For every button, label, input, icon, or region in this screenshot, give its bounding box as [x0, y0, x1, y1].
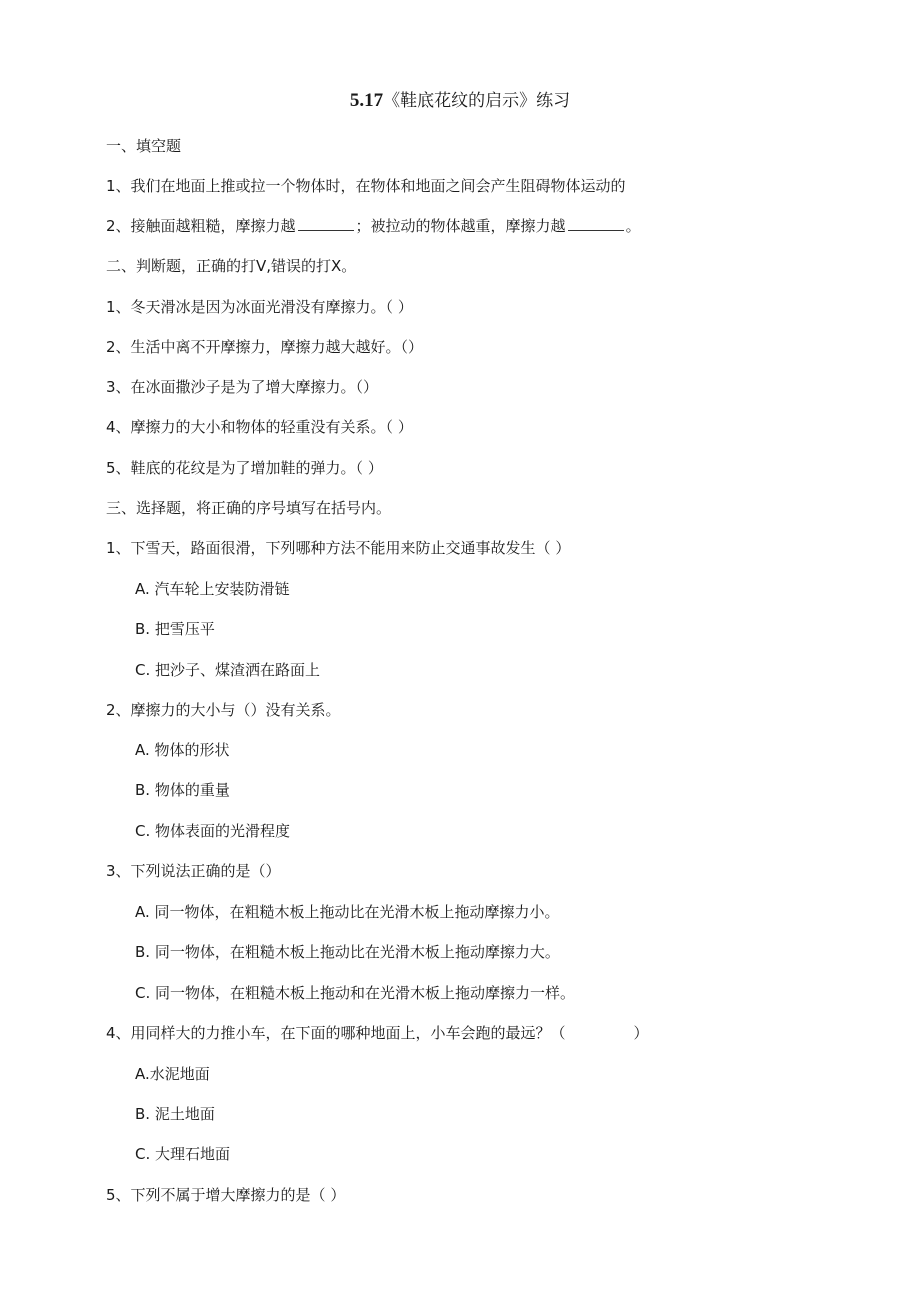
option: C. 物体表面的光滑程度 — [135, 822, 291, 840]
title-number: 5.17 — [349, 90, 384, 111]
question-text — [106, 1023, 649, 1043]
title-text: 《鞋底花纹的启示》练习 — [383, 91, 571, 111]
option: B. 泥土地面 — [135, 1105, 215, 1123]
option: C. 把沙子、煤渣洒在路面上 — [135, 661, 321, 679]
answer-blank[interactable] — [568, 216, 624, 231]
answer-blank[interactable] — [298, 216, 354, 231]
question-part: 2、接触面越粗糙，摩擦力越 — [106, 217, 296, 235]
question-part: ；被拉动的物体越重，摩擦力越 — [355, 217, 566, 235]
question-text: 1、我们在地面上推或拉一个物体时，在物体和地面之间会产生阻碍物体运动的 — [106, 177, 626, 195]
option: A.水泥地面 — [135, 1065, 210, 1083]
question-part: ） — [633, 1024, 649, 1042]
option: B. 同一物体，在粗糙木板上拖动比在光滑木板上拖动摩擦力大。 — [135, 943, 560, 961]
option: A. 汽车轮上安装防滑链 — [135, 580, 290, 598]
question-text: 3、下列说法正确的是（） — [106, 862, 281, 880]
question-text: 3、在冰面撒沙子是为了增大摩擦力。（） — [106, 378, 379, 396]
section-heading: 二、判断题，正确的打V,错误的打X。 — [106, 257, 357, 275]
page-title — [0, 86, 920, 112]
section-heading: 三、选择题，将正确的序号填写在括号内。 — [106, 499, 392, 517]
option: C. 大理石地面 — [135, 1145, 231, 1163]
option: A. 物体的形状 — [135, 741, 230, 759]
question-text: 2、摩擦力的大小与（）没有关系。 — [106, 701, 341, 719]
question-part: 4、用同样大的力推小车，在下面的哪种地面上，小车会跑的最远？（ — [106, 1024, 566, 1042]
question-text: 5、鞋底的花纹是为了增加鞋的弹力。（ ） — [106, 459, 383, 477]
question-text: 1、冬天滑冰是因为冰面光滑没有摩擦力。（ ） — [106, 298, 413, 316]
option: B. 物体的重量 — [135, 781, 230, 799]
option: B. 把雪压平 — [135, 620, 215, 638]
question-part: 。 — [625, 217, 641, 235]
question-fill-blank — [106, 216, 641, 236]
question-text: 2、生活中离不开摩擦力，摩擦力越大越好。（） — [106, 338, 424, 356]
question-text: 4、摩擦力的大小和物体的轻重没有关系。（ ） — [106, 418, 413, 436]
option: A. 同一物体，在粗糙木板上拖动比在光滑木板上拖动摩擦力小。 — [135, 903, 560, 921]
question-text: 1、下雪天，路面很滑，下列哪种方法不能用来防止交通事故发生（ ） — [106, 539, 571, 557]
option: C. 同一物体，在粗糙木板上拖动和在光滑木板上拖动摩擦力一样。 — [135, 984, 576, 1002]
section-heading: 一、填空题 — [106, 137, 182, 155]
question-text: 5、下列不属于增大摩擦力的是（ ） — [106, 1186, 346, 1204]
